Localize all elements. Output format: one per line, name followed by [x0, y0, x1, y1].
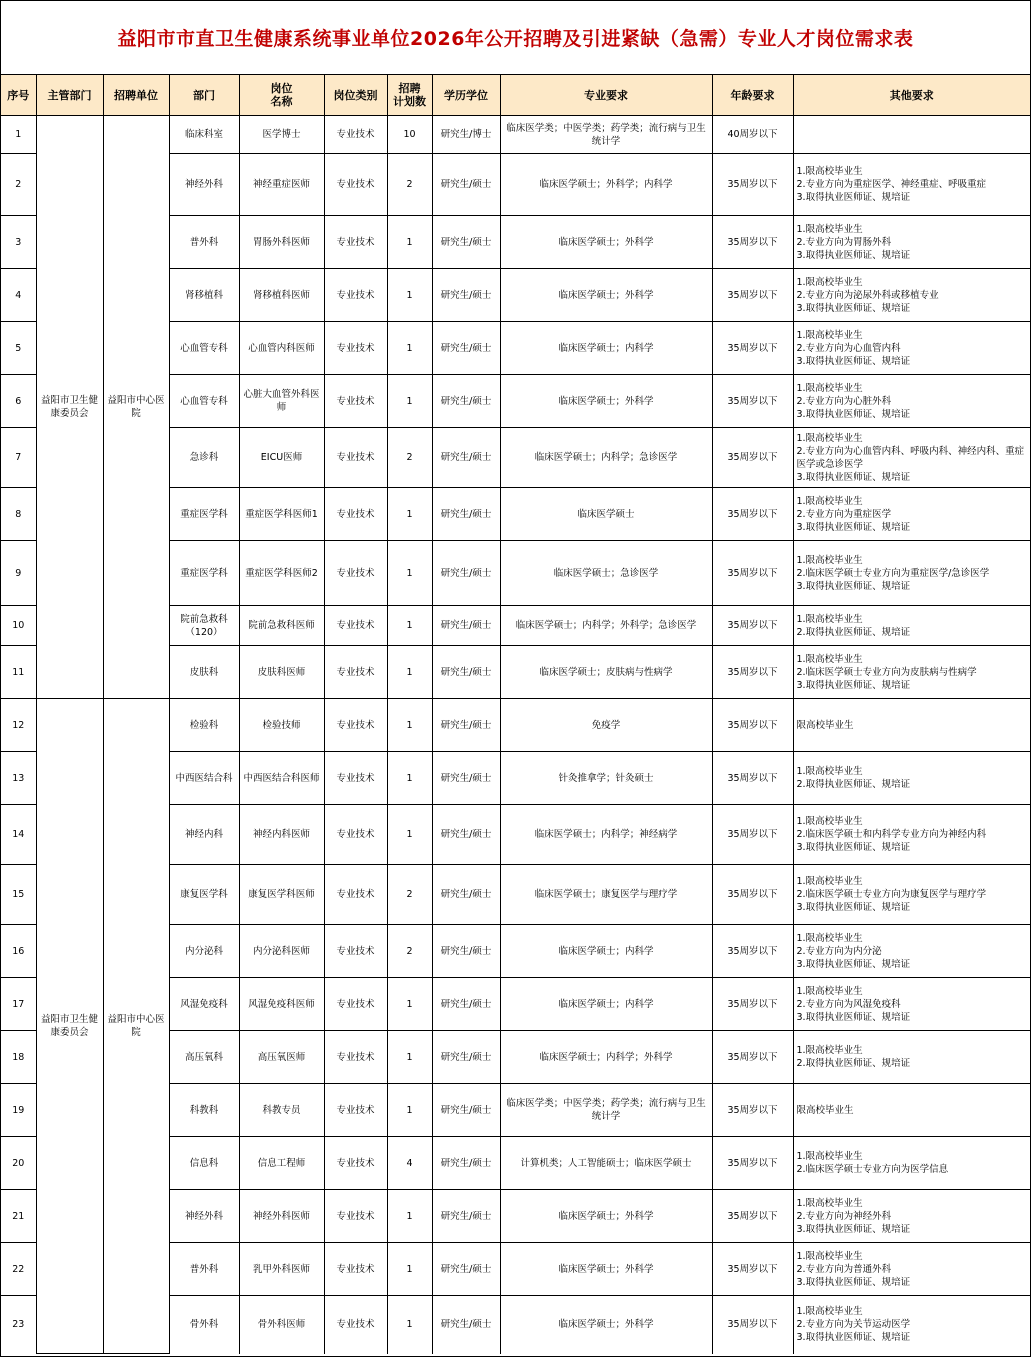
- cell-age: 35周岁以下: [712, 606, 793, 646]
- cell-category: 专业技术: [324, 699, 387, 752]
- cell-category: 专业技术: [324, 752, 387, 805]
- cell-admin-dept: 益阳市卫生健康委员会: [36, 116, 103, 699]
- cell-education: 研究生/硕士: [432, 978, 500, 1031]
- cell-department: 院前急救科（120）: [169, 606, 239, 646]
- header-row: [1, 75, 1030, 116]
- header-admin: 主管部门: [36, 75, 103, 116]
- cell-education: 研究生/博士: [432, 116, 500, 154]
- cell-age: 35周岁以下: [712, 978, 793, 1031]
- cell-category: 专业技术: [324, 154, 387, 216]
- cell-position: 心血管内科医师: [239, 322, 324, 375]
- header-other: 其他要求: [793, 75, 1030, 116]
- cell-department: 风湿免疫科: [169, 978, 239, 1031]
- cell-department: 急诊科: [169, 428, 239, 488]
- cell-other: 1.限高校毕业生 2.专业方向为内分泌 3.取得执业医师证、规培证: [793, 925, 1030, 978]
- cell-category: 专业技术: [324, 488, 387, 541]
- cell-education: 研究生/硕士: [432, 375, 500, 428]
- cell-major: 临床医学类；中医学类；药学类；流行病与卫生统计学: [500, 1084, 712, 1137]
- cell-major: 临床医学硕士；内科学: [500, 322, 712, 375]
- cell-seq: 19: [1, 1084, 36, 1137]
- cell-age: 35周岁以下: [712, 1137, 793, 1190]
- cell-seq: 10: [1, 606, 36, 646]
- cell-education: 研究生/硕士: [432, 699, 500, 752]
- cell-position: 院前急救科医师: [239, 606, 324, 646]
- cell-seq: 21: [1, 1190, 36, 1243]
- cell-major: 临床医学硕士；外科学: [500, 269, 712, 322]
- cell-major: 临床医学硕士: [500, 488, 712, 541]
- cell-other: 1.限高校毕业生 2.专业方向为风湿免疫科 3.取得执业医师证、规培证: [793, 978, 1030, 1031]
- cell-position: EICU医师: [239, 428, 324, 488]
- cell-major: 临床医学类；中医学类；药学类；流行病与卫生统计学: [500, 116, 712, 154]
- header-age: 年龄要求: [712, 75, 793, 116]
- cell-other: 限高校毕业生: [793, 699, 1030, 752]
- header-position-line2: 名称: [270, 95, 293, 108]
- cell-education: 研究生/硕士: [432, 1243, 500, 1296]
- cell-plan-count: 10: [387, 116, 432, 154]
- cell-plan-count: 2: [387, 428, 432, 488]
- cell-major: 临床医学硕士；外科学: [500, 1190, 712, 1243]
- cell-education: 研究生/硕士: [432, 428, 500, 488]
- page-title: 益阳市市直卫生健康系统事业单位2026年公开招聘及引进紧缺（急需）专业人才岗位需求表: [1, 1, 1030, 75]
- cell-other: 1.限高校毕业生 2.专业方向为心脏外科 3.取得执业医师证、规培证: [793, 375, 1030, 428]
- cell-age: 35周岁以下: [712, 1243, 793, 1296]
- cell-seq: 12: [1, 699, 36, 752]
- cell-category: 专业技术: [324, 978, 387, 1031]
- cell-plan-count: 1: [387, 1084, 432, 1137]
- cell-education: 研究生/硕士: [432, 1084, 500, 1137]
- cell-department: 临床科室: [169, 116, 239, 154]
- cell-age: 35周岁以下: [712, 488, 793, 541]
- cell-plan-count: 1: [387, 216, 432, 269]
- cell-seq: 15: [1, 865, 36, 925]
- cell-position: 神经外科医师: [239, 1190, 324, 1243]
- cell-plan-count: 1: [387, 606, 432, 646]
- header-major: 专业要求: [500, 75, 712, 116]
- cell-seq: 17: [1, 978, 36, 1031]
- cell-category: 专业技术: [324, 1243, 387, 1296]
- cell-category: 专业技术: [324, 216, 387, 269]
- cell-category: 专业技术: [324, 269, 387, 322]
- cell-position: 医学博士: [239, 116, 324, 154]
- cell-plan-count: 1: [387, 1031, 432, 1084]
- cell-age: 35周岁以下: [712, 428, 793, 488]
- cell-position: 神经重症医师: [239, 154, 324, 216]
- cell-category: 专业技术: [324, 606, 387, 646]
- cell-plan-count: 1: [387, 978, 432, 1031]
- cell-major: 临床医学硕士；外科学: [500, 216, 712, 269]
- cell-age: 35周岁以下: [712, 1190, 793, 1243]
- cell-category: 专业技术: [324, 865, 387, 925]
- cell-age: 35周岁以下: [712, 805, 793, 865]
- cell-major: 临床医学硕士；外科学: [500, 1296, 712, 1354]
- cell-position: 皮肤科医师: [239, 646, 324, 699]
- cell-education: 研究生/硕士: [432, 322, 500, 375]
- cell-other: 1.限高校毕业生 2.取得执业医师证、规培证: [793, 1031, 1030, 1084]
- header-plan: [387, 75, 432, 116]
- cell-age: 35周岁以下: [712, 1031, 793, 1084]
- cell-seq: 4: [1, 269, 36, 322]
- cell-other: 1.限高校毕业生 2.专业方向为重症医学 3.取得执业医师证、规培证: [793, 488, 1030, 541]
- cell-department: 普外科: [169, 1243, 239, 1296]
- cell-plan-count: 1: [387, 1296, 432, 1354]
- cell-position: 神经内科医师: [239, 805, 324, 865]
- cell-department: 高压氧科: [169, 1031, 239, 1084]
- cell-other: 1.限高校毕业生 2.专业方向为胃肠外科 3.取得执业医师证、规培证: [793, 216, 1030, 269]
- cell-other: 1.限高校毕业生 2.专业方向为心血管内科、呼吸内科、神经内科、重症医学或急诊医学 3.取得执业医师证、规培证: [793, 428, 1030, 488]
- cell-department: 心血管专科: [169, 375, 239, 428]
- cell-category: 专业技术: [324, 428, 387, 488]
- cell-seq: 6: [1, 375, 36, 428]
- cell-other: 1.限高校毕业生 2.临床医学硕士专业方向为重症医学/急诊医学 3.取得执业医师证、规培证: [793, 541, 1030, 606]
- cell-age: 35周岁以下: [712, 154, 793, 216]
- cell-education: 研究生/硕士: [432, 752, 500, 805]
- cell-position: 肾移植科医师: [239, 269, 324, 322]
- cell-plan-count: 4: [387, 1137, 432, 1190]
- cell-plan-count: 2: [387, 865, 432, 925]
- cell-department: 检验科: [169, 699, 239, 752]
- cell-plan-count: 1: [387, 322, 432, 375]
- cell-education: 研究生/硕士: [432, 606, 500, 646]
- cell-seq: 7: [1, 428, 36, 488]
- cell-department: 康复医学科: [169, 865, 239, 925]
- cell-education: 研究生/硕士: [432, 1296, 500, 1354]
- cell-seq: 11: [1, 646, 36, 699]
- header-education: 学历学位: [432, 75, 500, 116]
- cell-department: 中西医结合科: [169, 752, 239, 805]
- cell-education: 研究生/硕士: [432, 805, 500, 865]
- header-position: [239, 75, 324, 116]
- cell-category: 专业技术: [324, 116, 387, 154]
- cell-major: 临床医学硕士；外科学: [500, 1243, 712, 1296]
- cell-department: 科教科: [169, 1084, 239, 1137]
- header-department: 部门: [169, 75, 239, 116]
- cell-position: 乳甲外科医师: [239, 1243, 324, 1296]
- cell-education: 研究生/硕士: [432, 269, 500, 322]
- cell-employer: 益阳市中心医院: [103, 116, 169, 699]
- cell-seq: 8: [1, 488, 36, 541]
- cell-position: 高压氧医师: [239, 1031, 324, 1084]
- cell-seq: 1: [1, 116, 36, 154]
- cell-other: 1.限高校毕业生 2.取得执业医师证、规培证: [793, 606, 1030, 646]
- cell-other: 1.限高校毕业生 2.专业方向为心血管内科 3.取得执业医师证、规培证: [793, 322, 1030, 375]
- cell-position: 骨外科医师: [239, 1296, 324, 1354]
- cell-major: 临床医学硕士；内科学: [500, 925, 712, 978]
- header-position-line1: 岗位: [270, 82, 293, 95]
- cell-department: 神经内科: [169, 805, 239, 865]
- cell-seq: 5: [1, 322, 36, 375]
- cell-position: 胃肠外科医师: [239, 216, 324, 269]
- cell-position: 心脏大血管外科医师: [239, 375, 324, 428]
- cell-category: 专业技术: [324, 1137, 387, 1190]
- cell-department: 皮肤科: [169, 646, 239, 699]
- cell-education: 研究生/硕士: [432, 154, 500, 216]
- cell-position: 检验技师: [239, 699, 324, 752]
- cell-age: 35周岁以下: [712, 925, 793, 978]
- header-plan-line2: 计划数: [393, 95, 426, 108]
- cell-department: 内分泌科: [169, 925, 239, 978]
- cell-seq: 13: [1, 752, 36, 805]
- cell-position: 风湿免疫科医师: [239, 978, 324, 1031]
- cell-age: 40周岁以下: [712, 116, 793, 154]
- cell-plan-count: 1: [387, 699, 432, 752]
- cell-education: 研究生/硕士: [432, 216, 500, 269]
- cell-plan-count: 1: [387, 488, 432, 541]
- cell-category: 专业技术: [324, 322, 387, 375]
- cell-other: 1.限高校毕业生 2.专业方向为关节运动医学 3.取得执业医师证、规培证: [793, 1296, 1030, 1354]
- cell-seq: 22: [1, 1243, 36, 1296]
- cell-seq: 9: [1, 541, 36, 606]
- cell-other: [793, 116, 1030, 154]
- cell-seq: 14: [1, 805, 36, 865]
- cell-other: 1.限高校毕业生 2.临床医学硕士和内科学专业方向为神经内科 3.取得执业医师证、规培证: [793, 805, 1030, 865]
- cell-education: 研究生/硕士: [432, 1137, 500, 1190]
- cell-education: 研究生/硕士: [432, 1190, 500, 1243]
- cell-plan-count: 1: [387, 1243, 432, 1296]
- cell-age: 35周岁以下: [712, 699, 793, 752]
- cell-age: 35周岁以下: [712, 541, 793, 606]
- cell-major: 临床医学硕士；康复医学与理疗学: [500, 865, 712, 925]
- cell-age: 35周岁以下: [712, 865, 793, 925]
- cell-seq: 20: [1, 1137, 36, 1190]
- cell-age: 35周岁以下: [712, 322, 793, 375]
- cell-major: 临床医学硕士；皮肤病与性病学: [500, 646, 712, 699]
- cell-major: 免疫学: [500, 699, 712, 752]
- cell-major: 临床医学硕士；内科学；外科学；急诊医学: [500, 606, 712, 646]
- cell-education: 研究生/硕士: [432, 488, 500, 541]
- cell-position: 科教专员: [239, 1084, 324, 1137]
- cell-position: 重症医学科医师2: [239, 541, 324, 606]
- cell-category: 专业技术: [324, 541, 387, 606]
- cell-other: 1.限高校毕业生 2.取得执业医师证、规培证: [793, 752, 1030, 805]
- cell-category: 专业技术: [324, 925, 387, 978]
- cell-education: 研究生/硕士: [432, 865, 500, 925]
- cell-position: 康复医学科医师: [239, 865, 324, 925]
- cell-plan-count: 1: [387, 541, 432, 606]
- cell-position: 内分泌科医师: [239, 925, 324, 978]
- cell-major: 计算机类；人工智能硕士；临床医学硕士: [500, 1137, 712, 1190]
- cell-education: 研究生/硕士: [432, 541, 500, 606]
- cell-other: 1.限高校毕业生 2.临床医学硕士专业方向为康复医学与理疗学 3.取得执业医师证、规培证: [793, 865, 1030, 925]
- cell-education: 研究生/硕士: [432, 1031, 500, 1084]
- cell-plan-count: 2: [387, 925, 432, 978]
- cell-major: 临床医学硕士；急诊医学: [500, 541, 712, 606]
- header-seq: 序号: [1, 75, 36, 116]
- cell-age: 35周岁以下: [712, 752, 793, 805]
- cell-seq: 18: [1, 1031, 36, 1084]
- cell-age: 35周岁以下: [712, 269, 793, 322]
- cell-major: 临床医学硕士；内科学；神经病学: [500, 805, 712, 865]
- cell-position: 信息工程师: [239, 1137, 324, 1190]
- cell-position: 中西医结合科医师: [239, 752, 324, 805]
- cell-age: 35周岁以下: [712, 1296, 793, 1354]
- cell-plan-count: 1: [387, 269, 432, 322]
- cell-department: 肾移植科: [169, 269, 239, 322]
- cell-age: 35周岁以下: [712, 216, 793, 269]
- cell-major: 临床医学硕士；内科学；急诊医学: [500, 428, 712, 488]
- cell-department: 普外科: [169, 216, 239, 269]
- header-category: 岗位类别: [324, 75, 387, 116]
- cell-seq: 3: [1, 216, 36, 269]
- cell-category: 专业技术: [324, 375, 387, 428]
- cell-department: 信息科: [169, 1137, 239, 1190]
- cell-category: 专业技术: [324, 805, 387, 865]
- cell-other: 1.限高校毕业生 2.专业方向为普通外科 3.取得执业医师证、规培证: [793, 1243, 1030, 1296]
- cell-department: 骨外科: [169, 1296, 239, 1354]
- cell-other: 1.限高校毕业生 2.专业方向为神经外科 3.取得执业医师证、规培证: [793, 1190, 1030, 1243]
- cell-plan-count: 1: [387, 752, 432, 805]
- cell-category: 专业技术: [324, 1031, 387, 1084]
- cell-education: 研究生/硕士: [432, 925, 500, 978]
- cell-seq: 2: [1, 154, 36, 216]
- cell-major: 临床医学硕士；外科学: [500, 375, 712, 428]
- table-row: [1, 699, 1030, 752]
- cell-category: 专业技术: [324, 646, 387, 699]
- cell-plan-count: 1: [387, 646, 432, 699]
- cell-other: 1.限高校毕业生 2.专业方向为重症医学、神经重症、呼吸重症 3.取得执业医师证、规培证: [793, 154, 1030, 216]
- cell-age: 35周岁以下: [712, 646, 793, 699]
- cell-plan-count: 1: [387, 805, 432, 865]
- cell-category: 专业技术: [324, 1296, 387, 1354]
- cell-admin-dept: 益阳市卫生健康委员会: [36, 699, 103, 1354]
- header-plan-line1: 招聘: [398, 82, 421, 95]
- cell-plan-count: 2: [387, 154, 432, 216]
- cell-major: 临床医学硕士；外科学；内科学: [500, 154, 712, 216]
- cell-category: 专业技术: [324, 1084, 387, 1137]
- cell-other: 1.限高校毕业生 2.临床医学硕士专业方向为医学信息: [793, 1137, 1030, 1190]
- cell-employer: 益阳市中心医院: [103, 699, 169, 1354]
- cell-major: 针灸推拿学；针灸硕士: [500, 752, 712, 805]
- cell-plan-count: 1: [387, 1190, 432, 1243]
- header-employer: 招聘单位: [103, 75, 169, 116]
- cell-department: 重症医学科: [169, 488, 239, 541]
- cell-age: 35周岁以下: [712, 1084, 793, 1137]
- table-row: [1, 116, 1030, 154]
- cell-seq: 16: [1, 925, 36, 978]
- cell-position: 重症医学科医师1: [239, 488, 324, 541]
- cell-education: 研究生/硕士: [432, 646, 500, 699]
- cell-department: 神经外科: [169, 154, 239, 216]
- cell-department: 重症医学科: [169, 541, 239, 606]
- cell-department: 心血管专科: [169, 322, 239, 375]
- cell-other: 1.限高校毕业生 2.临床医学硕士专业方向为皮肤病与性病学 3.取得执业医师证、规培证: [793, 646, 1030, 699]
- cell-plan-count: 1: [387, 375, 432, 428]
- cell-category: 专业技术: [324, 1190, 387, 1243]
- cell-seq: 23: [1, 1296, 36, 1354]
- cell-age: 35周岁以下: [712, 375, 793, 428]
- cell-other: 限高校毕业生: [793, 1084, 1030, 1137]
- cell-major: 临床医学硕士；内科学: [500, 978, 712, 1031]
- cell-major: 临床医学硕士；内科学；外科学: [500, 1031, 712, 1084]
- cell-other: 1.限高校毕业生 2.专业方向为泌尿外科或移植专业 3.取得执业医师证、规培证: [793, 269, 1030, 322]
- cell-department: 神经外科: [169, 1190, 239, 1243]
- position-table: [1, 75, 1030, 1354]
